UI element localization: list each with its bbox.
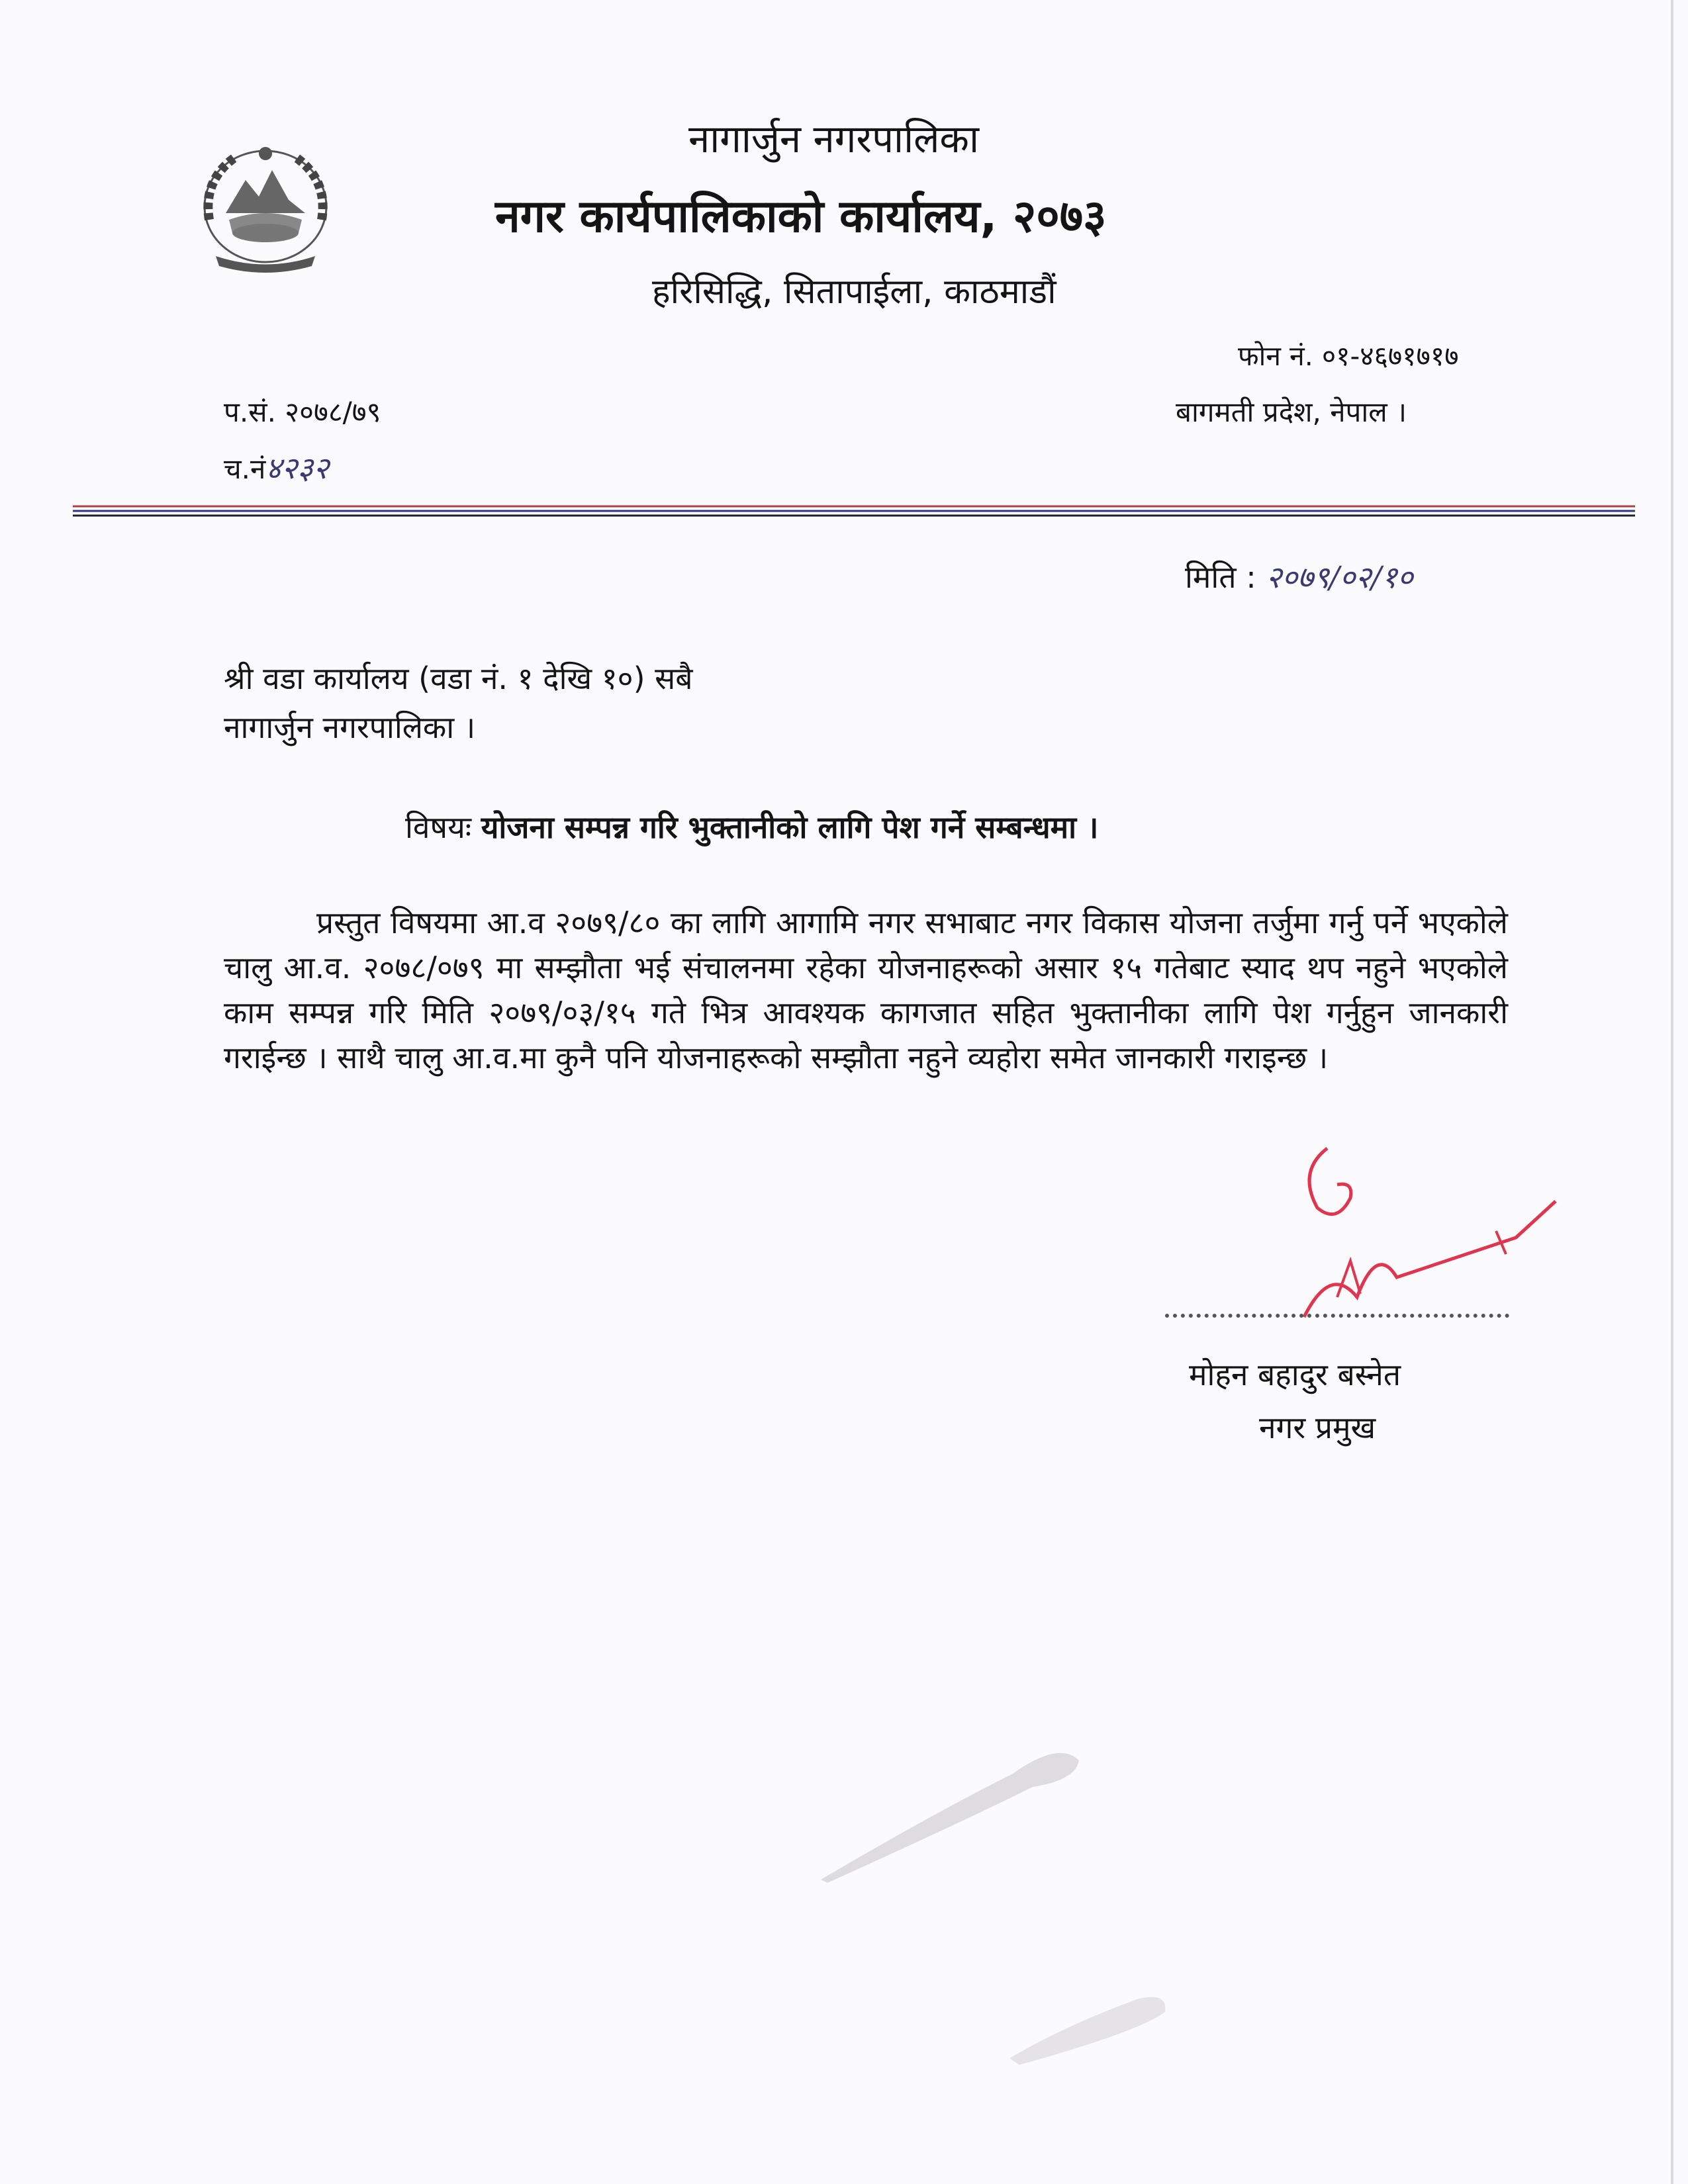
dispatch-number <box>224 450 329 486</box>
recipient-line-2: नागार्जुन नगरपालिका । <box>224 709 476 745</box>
subject-label: विषयः <box>405 809 472 845</box>
date-separator: : <box>1246 559 1256 595</box>
header-divider <box>73 504 1635 519</box>
dispatch-value: ४२३२ <box>265 450 330 486</box>
province: बागमती प्रदेश, नेपाल । <box>1176 396 1407 428</box>
page-edge <box>1671 0 1673 2184</box>
body-paragraph: प्रस्तुत विषयमा आ.व २०७९/८० का लागि आगामि नगर सभाबाट नगर विकास योजना तर्जुमा गर्नु पर्ने भएकोले चालु आ.व. २०७८/०७९ मा सम्झौता भई संचालनमा रहेका योजनाहरूको असार १५ गतेबाट स्याद थप नहुने भएकोले काम सम्पन्न गरि मिति २०७९/०३/१५ गते भित्र आवश्यक कागजात सहित भुक्तानीका लागि पेश गर्नुहुन जानकारी गराईन्छ । साथै चालु आ.व.मा कुनै पनि योजनाहरूको सम्झौता नहुने व्यहोरा समेत जानकारी गराइन्छ । <box>224 905 1508 1075</box>
ink-smudge-lower <box>1006 1985 1178 2071</box>
office-address: हरिसिद्धि, सितापाईला, काठमाडौं <box>652 272 1056 312</box>
signature-line <box>1165 1314 1509 1318</box>
signatory-title: नगर प्रमुख <box>1259 1410 1376 1445</box>
office-name: नगर कार्यपालिकाको कार्यालय, २०७३ <box>495 191 1107 243</box>
municipality-name: नागार्जुन नगरपालिका <box>688 116 979 161</box>
subject-line <box>405 809 1098 846</box>
signatory-name: मोहन बहादुर बस्नेत <box>1189 1357 1401 1392</box>
date-label: मिति <box>1185 559 1237 595</box>
nepal-emblem-icon <box>189 140 342 279</box>
ink-smudge <box>814 1734 1092 1886</box>
signature <box>1278 1145 1589 1337</box>
dispatch-label: च.नं <box>224 453 266 485</box>
subject-text: योजना सम्पन्न गरि भुक्तानीको लागि पेश गर्ने सम्बन्धमा । <box>481 809 1099 845</box>
reference-number: प.सं. २०७८/७९ <box>224 396 381 428</box>
date-value: २०७९/०२/१० <box>1266 559 1413 595</box>
phone-number: फोन नं. ०१-४६७१७१७ <box>1238 340 1459 372</box>
letter-date <box>1185 559 1413 596</box>
recipient-line-1: श्री वडा कार्यालय (वडा नं. १ देखि १०) सबै <box>224 660 693 696</box>
